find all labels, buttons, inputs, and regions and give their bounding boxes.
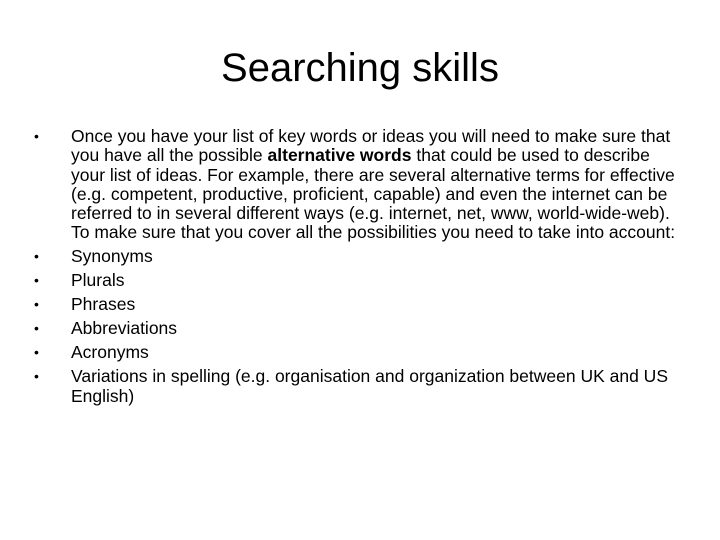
bullet-item-acronyms: [34, 343, 684, 362]
bullet-text: Variations in spelling (e.g. organisation and organization between UK and US English): [71, 366, 668, 406]
bullet-list: [34, 127, 684, 411]
bullet-icon: •: [34, 320, 39, 337]
slide-title: Searching skills: [221, 46, 499, 90]
bullet-icon: •: [34, 272, 39, 289]
bullet-item-abbreviations: [34, 319, 684, 338]
bullet-icon: •: [34, 368, 39, 385]
bullet-item-spelling-variations: [34, 367, 684, 406]
bullet-icon: •: [34, 344, 39, 361]
bullet-text: Synonyms: [71, 246, 153, 267]
bullet-text: Abbreviations: [71, 318, 178, 339]
bullet-icon: •: [34, 248, 39, 265]
intro-emphasis: alternative words: [267, 145, 412, 166]
bullet-item-synonyms: [34, 247, 684, 266]
bullet-icon: •: [34, 128, 39, 144]
intro-text-before: Once you have your list of key words or ideas you will need to make sure that you have all the possible: [71, 126, 671, 166]
bullet-text: Plurals: [71, 270, 125, 291]
bullet-text: Acronyms: [71, 342, 149, 363]
bullet-text: Phrases: [71, 294, 136, 315]
bullet-item-phrases: [34, 295, 684, 314]
bullet-icon: •: [34, 296, 39, 313]
bullet-item-intro: [34, 127, 684, 243]
bullet-item-plurals: [34, 271, 684, 290]
intro-text-after: that could be used to describe your list of ideas. For example, there are several alternative terms for effective (e.g. competent, productive, proficient, capable) and even the internet can be referred to in several different ways (e.g. internet, net, www, world-wide-web). To make sure that you cover all the possibilities you need to take into account:: [71, 145, 676, 243]
